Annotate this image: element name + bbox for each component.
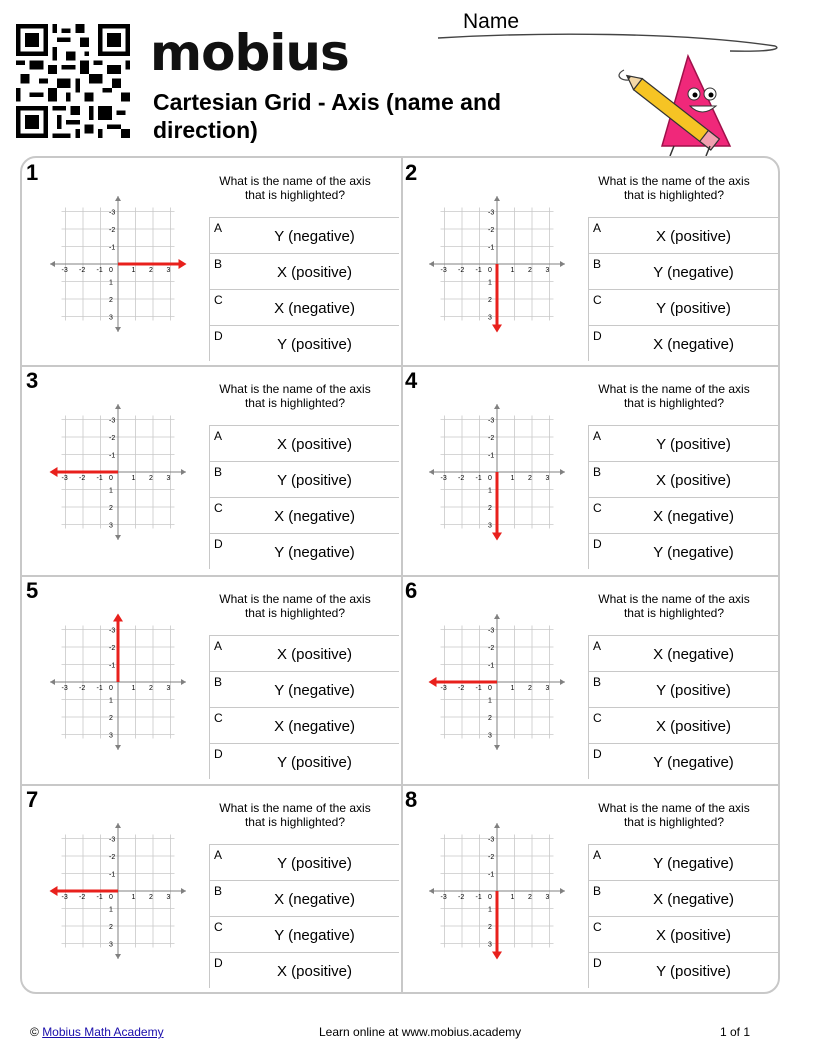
y-tick-label: -3	[109, 417, 116, 425]
origin-label: 0	[488, 267, 492, 274]
option-text: Y (positive)	[277, 855, 352, 872]
cartesian-grid-graph	[427, 402, 567, 542]
option-letter: D	[214, 747, 223, 761]
answer-options	[588, 217, 778, 361]
x-tick-label: -2	[458, 685, 465, 692]
question-prompt: What is the name of the axis that is highlighted?	[598, 382, 750, 410]
y-tick-label: 2	[109, 924, 113, 931]
y-tick-label: -2	[488, 227, 495, 234]
y-tick-label: -3	[488, 627, 495, 635]
x-tick-label: -1	[475, 894, 482, 901]
y-tick-label: -2	[109, 227, 116, 234]
answer-option-d[interactable]	[588, 533, 778, 569]
pencil-mascot-icon	[610, 48, 760, 158]
question-cell	[20, 783, 401, 993]
x-tick-label: -3	[440, 475, 447, 482]
question-prompt: What is the name of the axis that is highlighted?	[598, 174, 750, 202]
answer-options	[209, 844, 399, 988]
question-number: 5	[26, 578, 39, 603]
y-tick-label: 3	[488, 941, 492, 949]
answer-option-c[interactable]	[209, 916, 399, 952]
option-text: Y (negative)	[274, 682, 355, 699]
question-number: 3	[26, 368, 39, 393]
answer-options	[588, 635, 778, 779]
question-cell	[399, 364, 780, 574]
worksheet-title: Cartesian Grid - Axis (name and direction)	[153, 89, 502, 143]
question-cell	[399, 783, 780, 993]
x-tick-label: 3	[166, 685, 171, 692]
y-tick-label: 2	[109, 297, 113, 304]
question-number: 4	[405, 368, 418, 393]
x-tick-label: 3	[545, 475, 550, 482]
x-tick-label: -3	[61, 894, 68, 901]
y-tick-label: -1	[488, 244, 495, 252]
option-text: X (negative)	[653, 508, 734, 525]
option-text: X (positive)	[276, 646, 353, 663]
option-letter: A	[214, 639, 223, 653]
x-tick-label: 1	[510, 685, 515, 692]
y-tick-label: -2	[109, 435, 116, 442]
option-letter: A	[214, 848, 223, 862]
option-letter: B	[214, 675, 223, 689]
answer-option-a[interactable]	[588, 635, 778, 671]
x-tick-label: 1	[131, 267, 136, 274]
option-letter: C	[593, 920, 602, 934]
x-tick-label: 2	[149, 685, 153, 692]
y-tick-label: -1	[488, 452, 495, 460]
answer-option-b[interactable]	[588, 880, 778, 916]
y-tick-label: -2	[488, 854, 495, 861]
option-text: X (positive)	[276, 436, 353, 453]
origin-label: 0	[109, 685, 113, 692]
question-number: 2	[405, 160, 418, 185]
y-tick-label: -1	[109, 871, 116, 879]
option-letter: A	[593, 221, 602, 235]
option-text: Y (negative)	[653, 264, 734, 281]
option-letter: C	[214, 501, 223, 515]
question-cell	[399, 574, 780, 784]
answer-option-d[interactable]	[588, 743, 778, 779]
answer-option-b[interactable]	[209, 880, 399, 916]
y-tick-label: 3	[109, 522, 113, 530]
y-tick-label: 1	[109, 487, 113, 495]
option-text: X (positive)	[655, 472, 732, 489]
option-letter: C	[214, 711, 223, 725]
y-tick-label: 1	[488, 279, 492, 287]
answer-option-c[interactable]	[588, 916, 778, 952]
option-letter: C	[214, 293, 223, 307]
answer-option-c[interactable]	[209, 497, 399, 533]
option-text: X (negative)	[274, 300, 355, 317]
answer-option-a[interactable]	[588, 217, 778, 253]
x-tick-label: 2	[528, 685, 532, 692]
option-letter: D	[593, 329, 602, 343]
answer-options	[588, 425, 778, 569]
answer-option-d[interactable]	[209, 533, 399, 569]
x-tick-label: -1	[475, 267, 482, 274]
answer-option-d[interactable]	[209, 743, 399, 779]
y-tick-label: -3	[109, 209, 116, 217]
x-tick-label: -2	[458, 267, 465, 274]
origin-label: 0	[109, 894, 113, 901]
answer-option-b[interactable]	[588, 253, 778, 289]
y-tick-label: -3	[488, 836, 495, 844]
footer-center-text: Learn online at www.mobius.academy	[319, 1025, 522, 1039]
option-letter: A	[593, 848, 602, 862]
y-tick-label: 2	[488, 715, 492, 722]
y-tick-label: 3	[488, 732, 492, 740]
y-tick-label: -3	[488, 209, 495, 217]
option-letter: A	[593, 639, 602, 653]
option-letter: A	[214, 429, 223, 443]
answer-option-b[interactable]	[588, 461, 778, 497]
cartesian-grid-graph	[427, 194, 567, 334]
x-tick-label: -3	[440, 894, 447, 901]
x-tick-label: 2	[528, 475, 532, 482]
answer-option-a[interactable]	[209, 217, 399, 253]
mobius-logo	[150, 24, 349, 82]
question-number: 8	[405, 787, 418, 812]
y-tick-label: -2	[488, 435, 495, 442]
option-letter: A	[593, 429, 602, 443]
y-tick-label: 3	[488, 314, 492, 322]
option-text: Y (negative)	[653, 754, 734, 771]
y-tick-label: -3	[109, 627, 116, 635]
option-text: Y (negative)	[274, 927, 355, 944]
answer-option-c[interactable]	[209, 289, 399, 325]
question-cell	[399, 156, 780, 366]
x-tick-label: 2	[149, 475, 153, 482]
origin-label: 0	[109, 475, 113, 482]
cartesian-grid-graph	[48, 194, 188, 334]
answer-option-d[interactable]	[209, 952, 399, 988]
answer-option-a[interactable]	[588, 425, 778, 461]
y-tick-label: 1	[488, 697, 492, 705]
x-tick-label: 3	[166, 267, 171, 274]
copyright-symbol: ©	[30, 1025, 39, 1039]
answer-option-d[interactable]	[588, 952, 778, 988]
y-tick-label: 2	[488, 924, 492, 931]
qr-code	[16, 24, 130, 138]
y-tick-label: 2	[109, 505, 113, 512]
answer-option-c[interactable]	[588, 289, 778, 325]
question-prompt: What is the name of the axis that is highlighted?	[598, 592, 750, 620]
answer-options	[209, 635, 399, 779]
x-tick-label: -1	[96, 475, 103, 482]
option-letter: D	[214, 537, 223, 551]
x-tick-label: 3	[545, 685, 550, 692]
y-tick-label: -2	[488, 645, 495, 652]
x-tick-label: -1	[96, 267, 103, 274]
y-tick-label: 3	[109, 941, 113, 949]
answer-option-c[interactable]	[209, 707, 399, 743]
answer-option-a[interactable]	[209, 425, 399, 461]
option-text: Y (positive)	[277, 336, 352, 353]
y-tick-label: 1	[488, 487, 492, 495]
question-number: 1	[26, 160, 39, 185]
y-tick-label: -2	[109, 645, 116, 652]
y-tick-label: -3	[109, 836, 116, 844]
question-number: 6	[405, 578, 418, 603]
x-tick-label: -2	[79, 894, 86, 901]
option-text: X (positive)	[655, 927, 732, 944]
highlight-arrowhead	[50, 467, 58, 477]
option-text: X (positive)	[276, 264, 353, 281]
x-tick-label: 1	[131, 475, 136, 482]
answer-option-c[interactable]	[588, 497, 778, 533]
option-text: Y (positive)	[277, 472, 352, 489]
x-tick-label: -2	[79, 267, 86, 274]
y-tick-label: -1	[109, 662, 116, 670]
option-text: Y (negative)	[653, 544, 734, 561]
y-tick-label: -3	[488, 417, 495, 425]
answer-option-b[interactable]	[209, 461, 399, 497]
x-tick-label: 1	[131, 685, 136, 692]
highlight-arrowhead	[50, 886, 58, 896]
logo-text: mobius	[150, 24, 349, 82]
origin-label: 0	[109, 267, 113, 274]
option-text: X (negative)	[653, 891, 734, 908]
question-prompt: What is the name of the axis that is highlighted?	[219, 174, 371, 202]
x-tick-label: -1	[475, 475, 482, 482]
answer-option-a[interactable]	[209, 635, 399, 671]
x-tick-label: 2	[528, 894, 532, 901]
footer-copyright	[30, 1025, 164, 1039]
option-text: Y (negative)	[274, 228, 355, 245]
highlight-arrowhead	[492, 533, 502, 541]
y-tick-label: 3	[109, 732, 113, 740]
option-text: Y (negative)	[653, 855, 734, 872]
option-letter: D	[214, 956, 223, 970]
option-letter: B	[214, 465, 223, 479]
y-tick-label: 1	[109, 906, 113, 914]
answer-option-b[interactable]	[588, 671, 778, 707]
highlight-arrowhead	[113, 614, 123, 622]
x-tick-label: -3	[61, 685, 68, 692]
option-letter: B	[593, 675, 602, 689]
origin-label: 0	[488, 685, 492, 692]
answer-options	[209, 217, 399, 361]
y-tick-label: -1	[109, 244, 116, 252]
cartesian-grid-graph	[427, 612, 567, 752]
highlight-arrowhead	[429, 677, 437, 687]
x-tick-label: -1	[96, 685, 103, 692]
origin-label: 0	[488, 475, 492, 482]
x-tick-label: -3	[61, 475, 68, 482]
x-tick-label: -2	[79, 475, 86, 482]
answer-option-a[interactable]	[209, 844, 399, 880]
option-letter: B	[593, 884, 602, 898]
x-tick-label: -2	[458, 475, 465, 482]
highlight-arrowhead	[179, 259, 187, 269]
x-tick-label: 1	[131, 894, 136, 901]
question-prompt: What is the name of the axis that is highlighted?	[219, 382, 371, 410]
cartesian-grid-graph	[48, 612, 188, 752]
option-text: X (positive)	[655, 718, 732, 735]
y-tick-label: -1	[109, 452, 116, 460]
option-letter: A	[214, 221, 223, 235]
question-prompt: What is the name of the axis that is highlighted?	[219, 801, 371, 829]
y-tick-label: 1	[109, 279, 113, 287]
y-tick-label: -1	[488, 871, 495, 879]
x-tick-label: 1	[510, 894, 515, 901]
page-number: 1 of 1	[720, 1025, 751, 1039]
x-tick-label: -3	[61, 267, 68, 274]
question-prompt: What is the name of the axis that is highlighted?	[219, 592, 371, 620]
x-tick-label: 3	[166, 475, 171, 482]
answer-option-b[interactable]	[209, 253, 399, 289]
option-letter: C	[593, 293, 602, 307]
question-number: 7	[26, 787, 39, 812]
answer-option-d[interactable]	[209, 325, 399, 361]
answer-option-b[interactable]	[209, 671, 399, 707]
question-cell	[20, 364, 401, 574]
y-tick-label: -1	[488, 662, 495, 670]
option-text: X (negative)	[274, 508, 355, 525]
option-letter: B	[214, 884, 223, 898]
cartesian-grid-graph	[48, 402, 188, 542]
mobius-link[interactable]: Mobius Math Academy	[42, 1025, 164, 1039]
option-letter: C	[593, 711, 602, 725]
option-letter: C	[593, 501, 602, 515]
option-text: X (negative)	[274, 891, 355, 908]
x-tick-label: -1	[475, 685, 482, 692]
x-tick-label: 3	[545, 894, 550, 901]
y-tick-label: 2	[488, 505, 492, 512]
option-text: Y (negative)	[274, 544, 355, 561]
cartesian-grid-graph	[427, 821, 567, 961]
question-cell	[20, 156, 401, 366]
x-tick-label: -3	[440, 267, 447, 274]
y-tick-label: -2	[109, 854, 116, 861]
x-tick-label: -2	[458, 894, 465, 901]
option-text: X (negative)	[653, 646, 734, 663]
x-tick-label: 1	[510, 475, 515, 482]
option-letter: D	[593, 537, 602, 551]
answer-options	[588, 844, 778, 988]
y-tick-label: 1	[488, 906, 492, 914]
highlight-arrowhead	[492, 325, 502, 333]
option-letter: D	[593, 956, 602, 970]
y-tick-label: 2	[488, 297, 492, 304]
x-tick-label: 3	[166, 894, 171, 901]
option-letter: B	[593, 257, 602, 271]
answer-option-c[interactable]	[588, 707, 778, 743]
option-text: Y (positive)	[656, 963, 731, 980]
answer-options	[209, 425, 399, 569]
option-text: Y (positive)	[656, 682, 731, 699]
x-tick-label: -2	[79, 685, 86, 692]
option-letter: B	[214, 257, 223, 271]
option-text: Y (positive)	[277, 754, 352, 771]
y-tick-label: 2	[109, 715, 113, 722]
option-text: Y (positive)	[656, 300, 731, 317]
option-text: X (negative)	[653, 336, 734, 353]
option-letter: D	[593, 747, 602, 761]
x-tick-label: 1	[510, 267, 515, 274]
x-tick-label: 2	[528, 267, 532, 274]
x-tick-label: 2	[149, 267, 153, 274]
y-tick-label: 3	[109, 314, 113, 322]
option-text: X (negative)	[274, 718, 355, 735]
question-prompt: What is the name of the axis that is highlighted?	[598, 801, 750, 829]
option-letter: B	[593, 465, 602, 479]
question-cell	[20, 574, 401, 784]
x-tick-label: 2	[149, 894, 153, 901]
highlight-arrowhead	[492, 952, 502, 960]
x-tick-label: 3	[545, 267, 550, 274]
option-text: X (positive)	[655, 228, 732, 245]
answer-option-d[interactable]	[588, 325, 778, 361]
option-text: Y (positive)	[656, 436, 731, 453]
origin-label: 0	[488, 894, 492, 901]
x-tick-label: -1	[96, 894, 103, 901]
answer-option-a[interactable]	[588, 844, 778, 880]
x-tick-label: -3	[440, 685, 447, 692]
option-text: X (positive)	[276, 963, 353, 980]
name-label: Name	[463, 10, 520, 33]
y-tick-label: 1	[109, 697, 113, 705]
y-tick-label: 3	[488, 522, 492, 530]
cartesian-grid-graph	[48, 821, 188, 961]
option-letter: D	[214, 329, 223, 343]
option-letter: C	[214, 920, 223, 934]
